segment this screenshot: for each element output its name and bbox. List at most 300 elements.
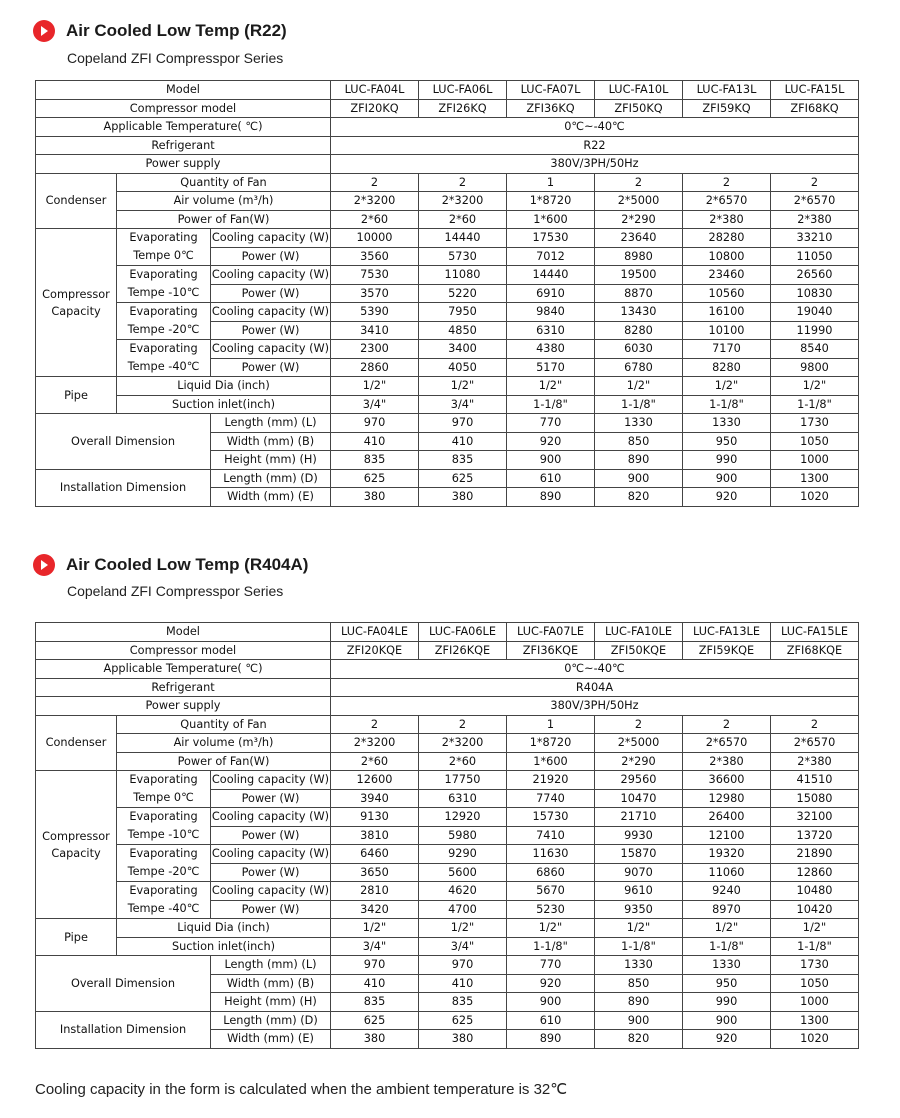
evaporating-label: Evaporating — [129, 847, 198, 860]
fan-power-cell: 2*290 — [595, 752, 683, 771]
length-d-label: Length (mm) (D) — [211, 1011, 331, 1030]
section-title: Air Cooled Low Temp (R22) — [66, 21, 287, 40]
table-row — [36, 414, 859, 433]
evaporating-temp-label — [117, 266, 211, 303]
condenser-label: Condenser — [36, 173, 117, 229]
power-cell: 10100 — [683, 321, 771, 340]
fan-qty-cell: 2 — [683, 715, 771, 734]
model-cell: LUC-FA15L — [771, 81, 859, 100]
power-label: Power (W) — [211, 321, 331, 340]
refrigerant-value: R22 — [331, 136, 859, 155]
footnote: Cooling capacity in the form is calculated when the ambient temperature is 32℃ — [35, 1081, 568, 1098]
cooling-capacity-cell: 14440 — [419, 229, 507, 248]
length-l-cell: 770 — [507, 956, 595, 975]
evaporating-label: Evaporating — [129, 773, 198, 786]
power-cell: 7740 — [507, 789, 595, 808]
air-volume-cell: 2*6570 — [683, 192, 771, 211]
table-row — [36, 210, 859, 229]
cooling-capacity-cell: 17530 — [507, 229, 595, 248]
compressor-model-cell: ZFI36KQE — [507, 641, 595, 660]
cooling-capacity-cell: 32100 — [771, 808, 859, 827]
length-l-cell: 970 — [419, 956, 507, 975]
length-d-cell: 625 — [331, 469, 419, 488]
height-h-cell: 1000 — [771, 993, 859, 1012]
table-row — [36, 808, 859, 827]
width-b-cell: 950 — [683, 432, 771, 451]
cooling-capacity-cell: 17750 — [419, 771, 507, 790]
section-header — [33, 17, 287, 45]
model-cell: LUC-FA07LE — [507, 623, 595, 642]
air-volume-cell: 2*5000 — [595, 734, 683, 753]
length-l-cell: 1330 — [683, 414, 771, 433]
length-l-cell: 1330 — [683, 956, 771, 975]
table-row — [36, 956, 859, 975]
suction-inlet-cell: 3/4" — [331, 395, 419, 414]
width-e-label: Width (mm) (E) — [211, 1030, 331, 1049]
cooling-capacity-cell: 10000 — [331, 229, 419, 248]
width-b-cell: 920 — [507, 974, 595, 993]
compressor-model-cell: ZFI26KQE — [419, 641, 507, 660]
table-row — [36, 340, 859, 359]
power-label: Power (W) — [211, 900, 331, 919]
power-cell: 8280 — [683, 358, 771, 377]
height-h-cell: 835 — [419, 993, 507, 1012]
air-volume-cell: 2*6570 — [771, 734, 859, 753]
cooling-capacity-cell: 4620 — [419, 882, 507, 901]
table-row — [36, 919, 859, 938]
width-e-cell: 820 — [595, 488, 683, 507]
compressor-model-cell: ZFI20KQ — [331, 99, 419, 118]
cooling-capacity-cell: 4380 — [507, 340, 595, 359]
fan-qty-cell: 2 — [331, 715, 419, 734]
liquid-dia-cell: 1/2" — [331, 377, 419, 396]
model-cell: LUC-FA04LE — [331, 623, 419, 642]
model-cell: LUC-FA04L — [331, 81, 419, 100]
width-e-cell: 380 — [419, 1030, 507, 1049]
cooling-capacity-cell: 19500 — [595, 266, 683, 285]
evaporating-temp-label — [117, 882, 211, 919]
table-row — [36, 395, 859, 414]
power-cell: 6860 — [507, 863, 595, 882]
power-cell: 9930 — [595, 826, 683, 845]
length-d-cell: 610 — [507, 469, 595, 488]
fan-qty-label: Quantity of Fan — [117, 715, 331, 734]
width-e-cell: 920 — [683, 488, 771, 507]
evaporating-label: Evaporating — [129, 268, 198, 281]
suction-inlet-cell: 1-1/8" — [683, 937, 771, 956]
cooling-capacity-label: Cooling capacity (W) — [211, 229, 331, 248]
table-row — [36, 155, 859, 174]
evaporating-temp-value: Tempe -10℃ — [127, 286, 200, 299]
table-row — [36, 377, 859, 396]
fan-qty-cell: 2 — [419, 715, 507, 734]
power-cell: 9800 — [771, 358, 859, 377]
suction-inlet-cell: 1-1/8" — [771, 395, 859, 414]
power-cell: 5600 — [419, 863, 507, 882]
fan-qty-cell: 2 — [419, 173, 507, 192]
compressor-model-cell: ZFI36KQ — [507, 99, 595, 118]
cooling-capacity-label: Cooling capacity (W) — [211, 845, 331, 864]
air-volume-cell: 1*8720 — [507, 192, 595, 211]
compressor-capacity-label: Compressor Capacity — [36, 229, 117, 377]
power-cell: 3810 — [331, 826, 419, 845]
compressor-model-cell: ZFI50KQE — [595, 641, 683, 660]
fan-power-cell: 1*600 — [507, 752, 595, 771]
table-row — [36, 697, 859, 716]
model-label: Model — [36, 81, 331, 100]
cooling-capacity-cell: 5390 — [331, 303, 419, 322]
table-row — [36, 173, 859, 192]
model-cell: LUC-FA06LE — [419, 623, 507, 642]
power-cell: 7410 — [507, 826, 595, 845]
section-subtitle: Copeland ZFI Compresspor Series — [67, 583, 284, 599]
cooling-capacity-cell: 3400 — [419, 340, 507, 359]
model-cell: LUC-FA13L — [683, 81, 771, 100]
width-b-label: Width (mm) (B) — [211, 432, 331, 451]
table-row — [36, 136, 859, 155]
liquid-dia-label: Liquid Dia (inch) — [117, 377, 331, 396]
refrigerant-value: R404A — [331, 678, 859, 697]
length-l-cell: 770 — [507, 414, 595, 433]
power-cell: 10420 — [771, 900, 859, 919]
power-cell: 5230 — [507, 900, 595, 919]
cooling-capacity-cell: 7170 — [683, 340, 771, 359]
cooling-capacity-cell: 19320 — [683, 845, 771, 864]
liquid-dia-cell: 1/2" — [683, 919, 771, 938]
table-row — [36, 118, 859, 137]
cooling-capacity-cell: 21920 — [507, 771, 595, 790]
length-l-cell: 970 — [419, 414, 507, 433]
length-l-label: Length (mm) (L) — [211, 414, 331, 433]
width-e-label: Width (mm) (E) — [211, 488, 331, 507]
evaporating-label: Evaporating — [129, 810, 198, 823]
table-row — [36, 469, 859, 488]
model-cell: LUC-FA07L — [507, 81, 595, 100]
power-cell: 6780 — [595, 358, 683, 377]
section-subtitle: Copeland ZFI Compresspor Series — [67, 50, 284, 66]
model-cell: LUC-FA06L — [419, 81, 507, 100]
power-cell: 12980 — [683, 789, 771, 808]
model-cell: LUC-FA13LE — [683, 623, 771, 642]
width-b-cell: 410 — [331, 974, 419, 993]
suction-inlet-cell: 1-1/8" — [771, 937, 859, 956]
fan-qty-cell: 1 — [507, 715, 595, 734]
refrigerant-label: Refrigerant — [36, 136, 331, 155]
air-volume-cell: 2*6570 — [683, 734, 771, 753]
air-volume-cell: 2*5000 — [595, 192, 683, 211]
table-row — [36, 678, 859, 697]
cooling-capacity-cell: 7950 — [419, 303, 507, 322]
fan-power-label: Power of Fan(W) — [117, 752, 331, 771]
length-d-cell: 900 — [595, 469, 683, 488]
power-supply-value: 380V/3PH/50Hz — [331, 697, 859, 716]
play-bullet-icon — [33, 20, 55, 42]
suction-inlet-cell: 1-1/8" — [507, 937, 595, 956]
length-l-cell: 1730 — [771, 956, 859, 975]
table-row — [36, 229, 859, 248]
width-e-cell: 820 — [595, 1030, 683, 1049]
cooling-capacity-cell: 33210 — [771, 229, 859, 248]
table-row — [36, 266, 859, 285]
cooling-capacity-cell: 12920 — [419, 808, 507, 827]
liquid-dia-label: Liquid Dia (inch) — [117, 919, 331, 938]
evaporating-temp-value: Tempe -10℃ — [127, 828, 200, 841]
height-h-cell: 890 — [595, 993, 683, 1012]
fan-qty-cell: 2 — [771, 173, 859, 192]
air-volume-cell: 2*3200 — [331, 734, 419, 753]
liquid-dia-cell: 1/2" — [419, 919, 507, 938]
model-cell: LUC-FA10L — [595, 81, 683, 100]
power-label: Power (W) — [211, 247, 331, 266]
air-volume-cell: 2*3200 — [331, 192, 419, 211]
compressor-model-label: Compressor model — [36, 99, 331, 118]
fan-power-cell: 2*380 — [771, 752, 859, 771]
cooling-capacity-cell: 12600 — [331, 771, 419, 790]
table-row — [36, 752, 859, 771]
table-row — [36, 81, 859, 100]
cooling-capacity-cell: 2810 — [331, 882, 419, 901]
power-cell: 6910 — [507, 284, 595, 303]
cooling-capacity-label: Cooling capacity (W) — [211, 340, 331, 359]
compressor-model-cell: ZFI59KQ — [683, 99, 771, 118]
cooling-capacity-cell: 26400 — [683, 808, 771, 827]
cooling-capacity-cell: 26560 — [771, 266, 859, 285]
applicable-temp-value: 0℃~-40℃ — [331, 118, 859, 137]
air-volume-cell: 1*8720 — [507, 734, 595, 753]
suction-inlet-cell: 3/4" — [331, 937, 419, 956]
width-b-cell: 410 — [419, 974, 507, 993]
height-h-cell: 835 — [419, 451, 507, 470]
evaporating-label: Evaporating — [129, 884, 198, 897]
evaporating-temp-value: Tempe -40℃ — [127, 902, 200, 915]
applicable-temp-label: Applicable Temperature( ℃) — [36, 660, 331, 679]
applicable-temp-value: 0℃~-40℃ — [331, 660, 859, 679]
liquid-dia-cell: 1/2" — [771, 919, 859, 938]
power-cell: 3420 — [331, 900, 419, 919]
spec-table-r404a — [35, 622, 859, 1049]
air-volume-label: Air volume (m³/h) — [117, 734, 331, 753]
evaporating-temp-value: Tempe -40℃ — [127, 360, 200, 373]
power-cell: 15080 — [771, 789, 859, 808]
power-cell: 3650 — [331, 863, 419, 882]
table-row — [36, 771, 859, 790]
height-h-cell: 990 — [683, 993, 771, 1012]
power-cell: 5220 — [419, 284, 507, 303]
table-row — [36, 845, 859, 864]
cooling-capacity-cell: 21710 — [595, 808, 683, 827]
power-cell: 5170 — [507, 358, 595, 377]
width-e-cell: 890 — [507, 1030, 595, 1049]
width-b-cell: 850 — [595, 974, 683, 993]
length-d-cell: 900 — [683, 1011, 771, 1030]
power-supply-label: Power supply — [36, 697, 331, 716]
cooling-capacity-cell: 7530 — [331, 266, 419, 285]
fan-power-cell: 2*60 — [331, 752, 419, 771]
evaporating-temp-label — [117, 808, 211, 845]
fan-power-cell: 2*380 — [683, 752, 771, 771]
overall-dimension-label: Overall Dimension — [36, 956, 211, 1012]
air-volume-cell: 2*3200 — [419, 192, 507, 211]
power-label: Power (W) — [211, 789, 331, 808]
cooling-capacity-cell: 36600 — [683, 771, 771, 790]
length-d-cell: 900 — [683, 469, 771, 488]
power-cell: 5730 — [419, 247, 507, 266]
table-row — [36, 623, 859, 642]
power-cell: 5980 — [419, 826, 507, 845]
cooling-capacity-cell: 29560 — [595, 771, 683, 790]
table-row — [36, 1011, 859, 1030]
width-b-cell: 850 — [595, 432, 683, 451]
fan-power-cell: 2*60 — [419, 210, 507, 229]
suction-inlet-cell: 1-1/8" — [595, 937, 683, 956]
compressor-model-cell: ZFI26KQ — [419, 99, 507, 118]
cooling-capacity-cell: 6030 — [595, 340, 683, 359]
width-b-cell: 1050 — [771, 432, 859, 451]
width-b-label: Width (mm) (B) — [211, 974, 331, 993]
fan-power-cell: 1*600 — [507, 210, 595, 229]
cooling-capacity-cell: 23640 — [595, 229, 683, 248]
width-e-cell: 380 — [419, 488, 507, 507]
evaporating-temp-label — [117, 771, 211, 808]
power-supply-value: 380V/3PH/50Hz — [331, 155, 859, 174]
air-volume-cell: 2*6570 — [771, 192, 859, 211]
table-row — [36, 734, 859, 753]
cooling-capacity-cell: 23460 — [683, 266, 771, 285]
length-d-cell: 625 — [419, 1011, 507, 1030]
power-cell: 4050 — [419, 358, 507, 377]
fan-qty-cell: 1 — [507, 173, 595, 192]
fan-qty-cell: 2 — [771, 715, 859, 734]
cooling-capacity-cell: 21890 — [771, 845, 859, 864]
fan-qty-cell: 2 — [331, 173, 419, 192]
length-d-cell: 1300 — [771, 1011, 859, 1030]
table-row — [36, 937, 859, 956]
length-d-cell: 625 — [331, 1011, 419, 1030]
cooling-capacity-label: Cooling capacity (W) — [211, 771, 331, 790]
cooling-capacity-cell: 11080 — [419, 266, 507, 285]
power-cell: 6310 — [419, 789, 507, 808]
suction-inlet-cell: 1-1/8" — [683, 395, 771, 414]
cooling-capacity-cell: 13430 — [595, 303, 683, 322]
liquid-dia-cell: 1/2" — [331, 919, 419, 938]
cooling-capacity-cell: 15870 — [595, 845, 683, 864]
power-cell: 8970 — [683, 900, 771, 919]
suction-inlet-cell: 3/4" — [419, 395, 507, 414]
power-cell: 4700 — [419, 900, 507, 919]
cooling-capacity-cell: 28280 — [683, 229, 771, 248]
suction-inlet-cell: 1-1/8" — [595, 395, 683, 414]
length-d-label: Length (mm) (D) — [211, 469, 331, 488]
length-l-cell: 1330 — [595, 414, 683, 433]
fan-power-cell: 2*380 — [771, 210, 859, 229]
air-volume-label: Air volume (m³/h) — [117, 192, 331, 211]
applicable-temp-label: Applicable Temperature( ℃) — [36, 118, 331, 137]
width-e-cell: 1020 — [771, 1030, 859, 1049]
cooling-capacity-cell: 8540 — [771, 340, 859, 359]
width-e-cell: 1020 — [771, 488, 859, 507]
fan-qty-cell: 2 — [683, 173, 771, 192]
height-h-cell: 835 — [331, 451, 419, 470]
play-bullet-icon — [33, 554, 55, 576]
cooling-capacity-cell: 15730 — [507, 808, 595, 827]
length-d-cell: 900 — [595, 1011, 683, 1030]
power-cell: 3560 — [331, 247, 419, 266]
compressor-model-cell: ZFI20KQE — [331, 641, 419, 660]
condenser-label: Condenser — [36, 715, 117, 771]
model-cell: LUC-FA15LE — [771, 623, 859, 642]
table-row — [36, 192, 859, 211]
cooling-capacity-label: Cooling capacity (W) — [211, 303, 331, 322]
length-l-cell: 970 — [331, 414, 419, 433]
cooling-capacity-cell: 5670 — [507, 882, 595, 901]
cooling-capacity-label: Cooling capacity (W) — [211, 882, 331, 901]
model-cell: LUC-FA10LE — [595, 623, 683, 642]
width-e-cell: 380 — [331, 488, 419, 507]
compressor-model-label: Compressor model — [36, 641, 331, 660]
cooling-capacity-cell: 9130 — [331, 808, 419, 827]
table-row — [36, 715, 859, 734]
table-row — [36, 882, 859, 901]
liquid-dia-cell: 1/2" — [595, 377, 683, 396]
section-title: Air Cooled Low Temp (R404A) — [66, 555, 309, 574]
fan-power-cell: 2*380 — [683, 210, 771, 229]
evaporating-temp-value: Tempe -20℃ — [127, 323, 200, 336]
compressor-model-cell: ZFI68KQ — [771, 99, 859, 118]
cooling-capacity-cell: 16100 — [683, 303, 771, 322]
model-label: Model — [36, 623, 331, 642]
height-h-label: Height (mm) (H) — [211, 993, 331, 1012]
cooling-capacity-cell: 9290 — [419, 845, 507, 864]
length-l-cell: 1730 — [771, 414, 859, 433]
cooling-capacity-cell: 11630 — [507, 845, 595, 864]
table-row — [36, 99, 859, 118]
cooling-capacity-cell: 41510 — [771, 771, 859, 790]
liquid-dia-cell: 1/2" — [507, 919, 595, 938]
overall-dimension-label: Overall Dimension — [36, 414, 211, 470]
cooling-capacity-cell: 19040 — [771, 303, 859, 322]
compressor-capacity-label: Compressor Capacity — [36, 771, 117, 919]
fan-power-cell: 2*60 — [419, 752, 507, 771]
cooling-capacity-label: Cooling capacity (W) — [211, 266, 331, 285]
width-e-cell: 920 — [683, 1030, 771, 1049]
power-cell: 2860 — [331, 358, 419, 377]
length-d-cell: 610 — [507, 1011, 595, 1030]
cooling-capacity-cell: 6460 — [331, 845, 419, 864]
section-header — [33, 551, 308, 579]
power-cell: 10800 — [683, 247, 771, 266]
pipe-label: Pipe — [36, 377, 117, 414]
spec-table-r22 — [35, 80, 859, 507]
compressor-model-cell: ZFI59KQE — [683, 641, 771, 660]
width-b-cell: 410 — [331, 432, 419, 451]
length-d-cell: 625 — [419, 469, 507, 488]
evaporating-temp-label — [117, 845, 211, 882]
air-volume-cell: 2*3200 — [419, 734, 507, 753]
power-supply-label: Power supply — [36, 155, 331, 174]
power-cell: 8280 — [595, 321, 683, 340]
power-cell: 11060 — [683, 863, 771, 882]
power-cell: 4850 — [419, 321, 507, 340]
height-h-cell: 900 — [507, 993, 595, 1012]
power-cell: 9350 — [595, 900, 683, 919]
width-b-cell: 410 — [419, 432, 507, 451]
compressor-model-cell: ZFI68KQE — [771, 641, 859, 660]
width-b-cell: 950 — [683, 974, 771, 993]
fan-power-cell: 2*290 — [595, 210, 683, 229]
width-b-cell: 920 — [507, 432, 595, 451]
evaporating-temp-value: Tempe 0℃ — [133, 791, 194, 804]
length-l-cell: 970 — [331, 956, 419, 975]
